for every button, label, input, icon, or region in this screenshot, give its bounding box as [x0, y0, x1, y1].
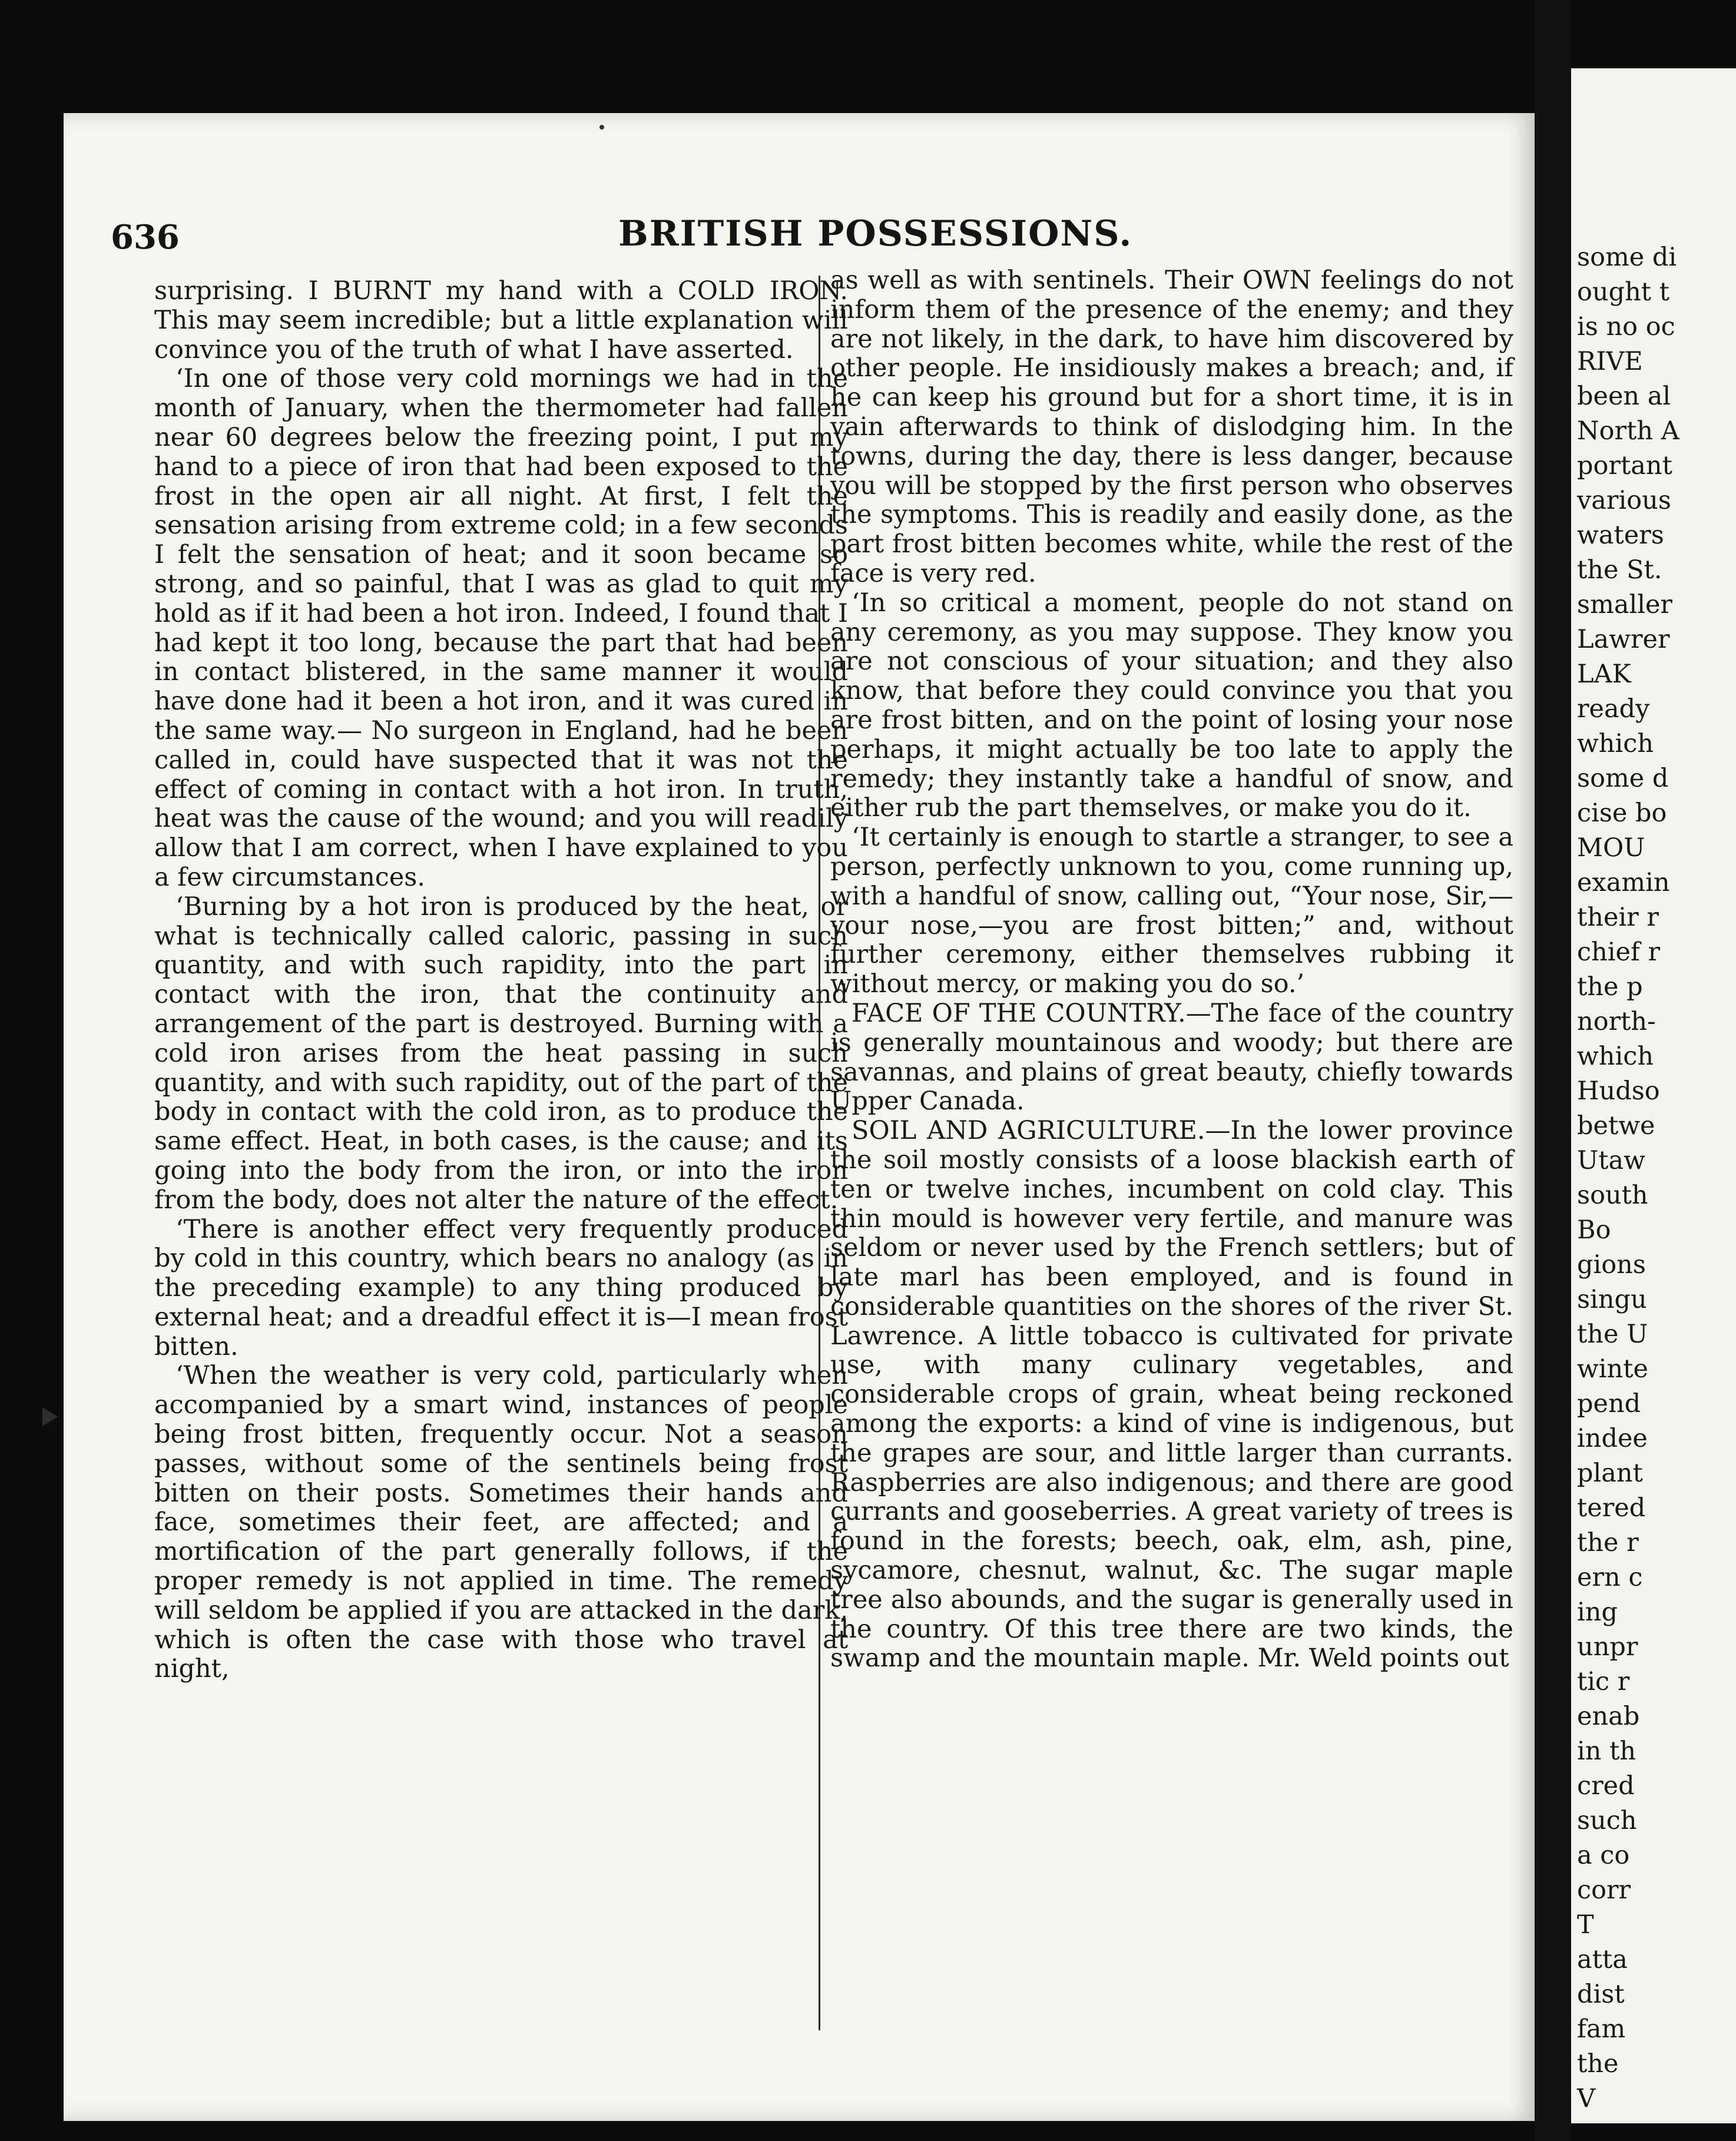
next-page-line: north-: [1577, 1007, 1656, 1036]
next-page-line: dist: [1577, 1980, 1625, 2009]
next-page-line: which: [1577, 729, 1654, 758]
next-page-line: Bo: [1577, 1215, 1611, 1245]
paragraph: surprising. I BURNT my hand with a COLD IRON. This may seem incredible; but a little explanation will convince you of the truth of what I have asserted.: [154, 276, 848, 364]
right-column: [830, 266, 1513, 1673]
book-gutter: [1535, 0, 1571, 2141]
next-page-line: the U: [1577, 1320, 1648, 1349]
next-page-line: ern c: [1577, 1563, 1643, 1592]
next-page-line: V: [1577, 2084, 1596, 2113]
next-page-line: a co: [1577, 1841, 1630, 1870]
next-page-line: tic r: [1577, 1667, 1630, 1696]
next-page-line: gions: [1577, 1250, 1646, 1280]
next-page-line: North A: [1577, 416, 1679, 446]
next-page-line: singu: [1577, 1285, 1647, 1314]
next-page-line: in th: [1577, 1736, 1636, 1766]
running-title: BRITISH POSSESSIONS.: [618, 213, 1133, 254]
next-page-line: some di: [1577, 243, 1677, 272]
next-page-line: unpr: [1577, 1632, 1638, 1662]
section-soil-and-agriculture: SOIL AND AGRICULTURE.—In the lower province the soil mostly consists of a loose blackish earth of ten or twelve inches, incumbent on cold clay. This thin mould is however very fertile, and manure was seldom or never used by the French settlers; but of late marl has been employed, and is found in considerable quantities on the shores of the river St. Lawrence. A little tobacco is cultivated for private use, with many culinary vegetables, and considerable crops of grain, wheat being reckoned among the exports: a kind of vine is indigenous, but the grapes are sour, and little larger than currants. Raspberries are also indigenous; and there are good currants and gooseberries. A great variety of trees is found in the forests; beech, oak, elm, ash, pine, sycamore, chesnut, walnut, &c. The sugar maple tree also abounds, and the sugar is generally used in the country. Of this tree there are two kinds, the swamp and the mountain maple. Mr. Weld points out: [830, 1116, 1513, 1673]
next-page-line: ought t: [1577, 277, 1670, 307]
next-page-line: winte: [1577, 1354, 1648, 1384]
section-face-of-the-country: FACE OF THE COUNTRY.—The face of the country is generally mountainous and woody; but there are savannas, and plains of great beauty, chiefly towards Upper Canada.: [830, 998, 1513, 1116]
next-page-line: atta: [1577, 1945, 1628, 1974]
paragraph: ‘There is another effect very frequently produced by cold in this country, which bears no analogy (as in the preceding example) to any thing produced by external heat; and a dreadful effect it is—I mean frost bitten.: [154, 1214, 848, 1361]
next-page-line: ing: [1577, 1598, 1618, 1627]
next-page-line: the: [1577, 2049, 1619, 2079]
next-page-line: Lawrer: [1577, 625, 1670, 654]
ink-speck: [599, 125, 604, 130]
next-page-line: been al: [1577, 382, 1671, 411]
paragraph: ‘In one of those very cold mornings we had in the month of January, when the thermometer had fallen near 60 degrees below the freezing point, I put my hand to a piece of iron that had been exposed to the frost in the open air all night. At first, I felt the sensation arising from extreme cold; in a few seconds I felt the sensation of heat; and it soon became so strong, and so painful, that I was as glad to quit my hold as if it had been a hot iron. Indeed, I found that I had kept it too long, because the part that had been in contact blistered, in the same manner it would have done had it been a hot iron, and it was cured in the same way.— No surgeon in England, had he been called in, could have suspected that it was not the effect of coming in contact with a hot iron. In truth, heat was the cause of the wound; and you will readily allow that I am correct, when I have explained to you a few circumstances.: [154, 364, 848, 892]
paragraph: ‘It certainly is enough to startle a stranger, to see a person, perfectly unknown to you, come running up, with a handful of snow, calling out, “Your nose, Sir,—your nose,—you are frost bitten;” and, without further ceremony, either themselves rubbing it without mercy, or making you do so.’: [830, 823, 1513, 999]
next-page-line: cise bo: [1577, 798, 1667, 828]
next-page-line: south: [1577, 1181, 1648, 1210]
paragraph: ‘In so critical a moment, people do not stand on any ceremony, as you may suppose. They know you are not conscious of your situation; and they also know, that before they could convince you that you are frost bitten, and on the point of losing your nose perhaps, it might actually be too late to apply the remedy; they instantly take a handful of snow, and either rub the part themselves, or make you do it.: [830, 588, 1513, 823]
next-page-line: the r: [1577, 1528, 1639, 1557]
next-page-line: some d: [1577, 764, 1669, 793]
next-page-line: fam: [1577, 2014, 1626, 2044]
next-page-line: various: [1577, 486, 1671, 515]
next-page-line: tered: [1577, 1493, 1646, 1523]
page-number: 636: [111, 218, 180, 257]
next-page-line: T: [1577, 1910, 1594, 1940]
next-page-line: cred: [1577, 1771, 1635, 1801]
next-page-line: portant: [1577, 451, 1672, 480]
next-page-line: enab: [1577, 1702, 1640, 1731]
next-page-line: is no oc: [1577, 312, 1675, 342]
next-page-line: which: [1577, 1042, 1654, 1071]
next-page-line: pend: [1577, 1389, 1641, 1419]
next-page-line: such: [1577, 1806, 1637, 1835]
left-column: [154, 277, 848, 1684]
margin-arrow-icon: [42, 1407, 58, 1426]
next-page-line: betwe: [1577, 1111, 1655, 1141]
next-page-edge: [1571, 68, 1736, 2123]
next-page-line: the p: [1577, 972, 1643, 1002]
next-page-line: ready: [1577, 694, 1650, 724]
paragraph: ‘When the weather is very cold, particularly when accompanied by a smart wind, instances of people being frost bitten, frequently occur. Not a season passes, without some of the sentinels being frost bitten on their posts. Sometimes their hands and face, sometimes their feet, are affected; and a mortification of the part generally follows, if the proper remedy is not applied in time. The remedy will seldom be applied if you are attacked in the dark, which is often the case with those who travel at night,: [154, 1361, 848, 1684]
paragraph: ‘Burning by a hot iron is produced by the heat, or what is technically called caloric, passing in such quantity, and with such rapidity, into the part in contact with the iron, that the continuity and arrangement of the part is destroyed. Burning with a cold iron arises from the heat passing in such quantity, and with such rapidity, out of the part of the body in contact with the cold iron, as to produce the same effect. Heat, in both cases, is the cause; and its going into the body from the iron, or into the iron from the body, does not alter the nature of the effect.: [154, 891, 848, 1215]
next-page-line: indee: [1577, 1424, 1648, 1453]
next-page-line: corr: [1577, 1875, 1631, 1905]
next-page-line: Utaw: [1577, 1146, 1645, 1175]
next-page-line: smaller: [1577, 590, 1672, 619]
paragraph: as well as with sentinels. Their OWN feelings do not inform them of the presence of the enemy; and they are not likely, in the dark, to have him discovered by other people. He insidiously makes a breach; and, if he can keep his ground but for a short time, it is in vain afterwards to think of dislodging him. In the towns, during the day, there is less danger, because you will be stopped by the first person who observes the symptoms. This is readily and easily done, as the part frost bitten becomes white, while the rest of the face is very red.: [830, 266, 1513, 588]
next-page-line: plant: [1577, 1459, 1643, 1488]
next-page-line: their r: [1577, 903, 1659, 932]
next-page-line: RIVE: [1577, 347, 1643, 376]
next-page-line: waters: [1577, 521, 1664, 550]
next-page-line: MOU: [1577, 833, 1645, 863]
next-page-line: the St.: [1577, 555, 1662, 585]
next-page-line: chief r: [1577, 937, 1661, 967]
next-page-line: examin: [1577, 868, 1670, 897]
next-page-line: Hudso: [1577, 1076, 1660, 1106]
next-page-line: LAK: [1577, 659, 1631, 689]
